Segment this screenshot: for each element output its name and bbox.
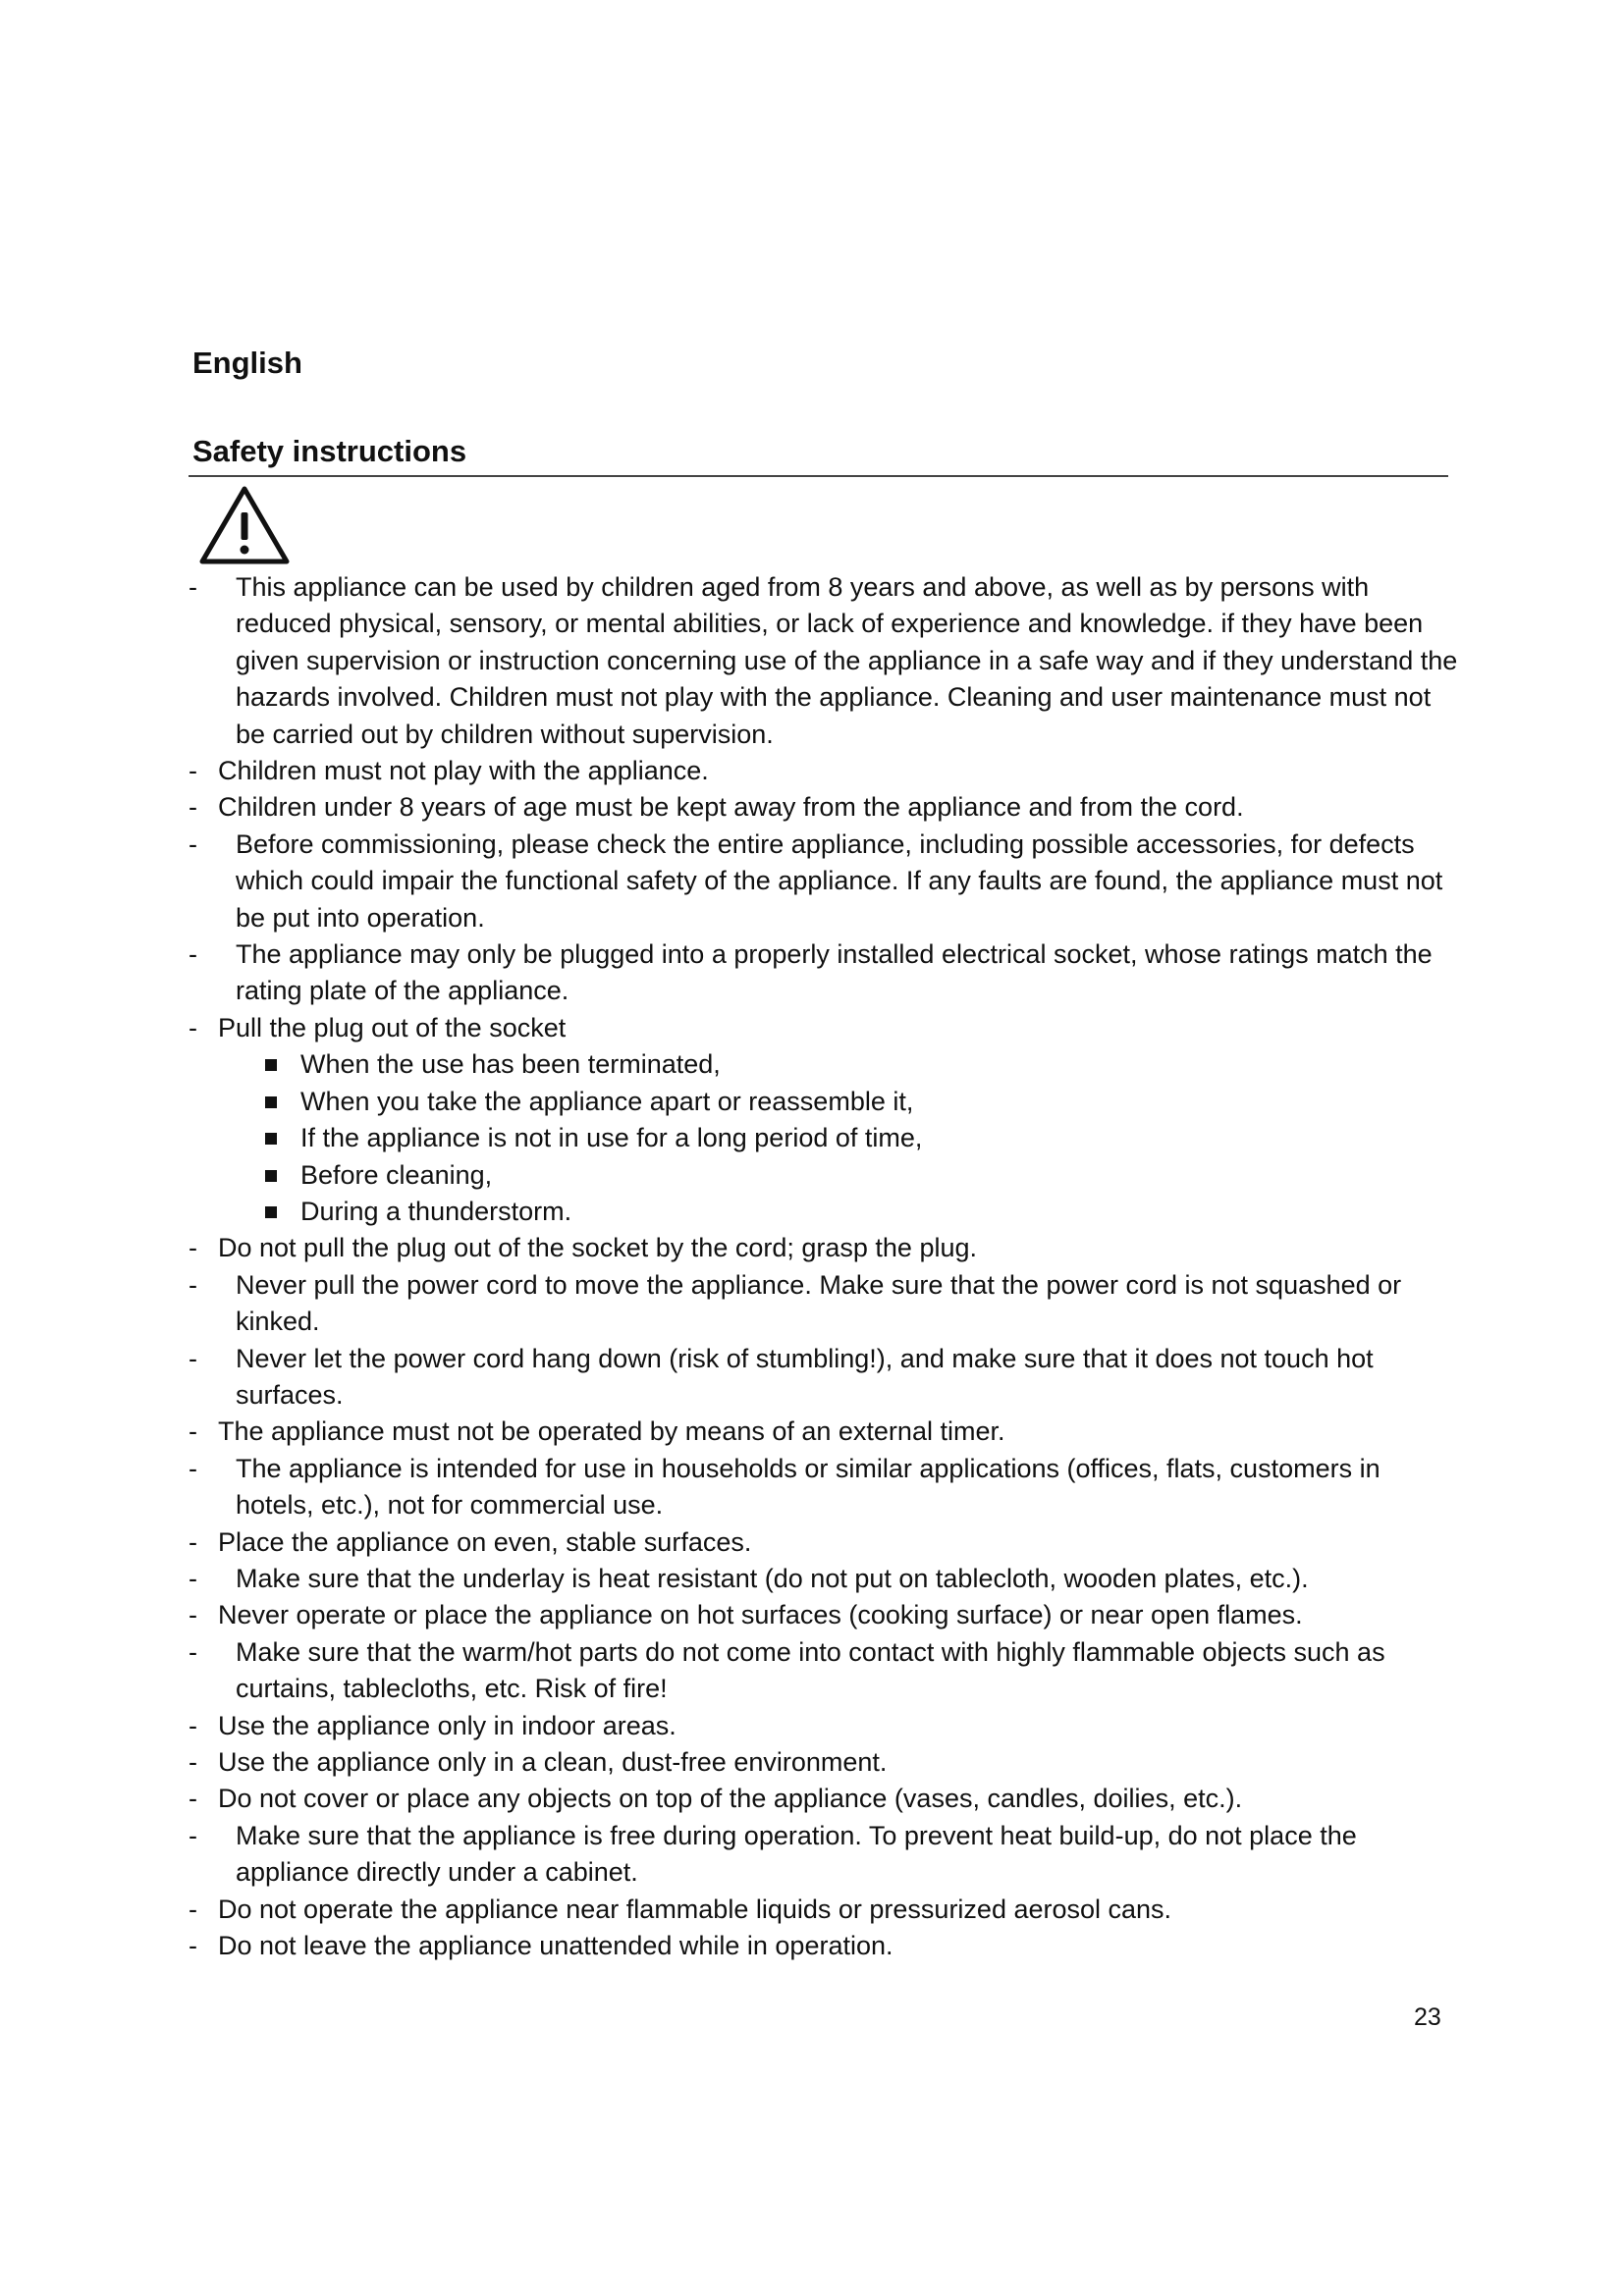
list-marker: - [189,1012,197,1042]
list-marker: - [189,1269,197,1300]
list-item-text: Children under 8 years of age must be kept away from the appliance and from the cord. [218,792,1244,823]
list-item [189,1230,1465,1266]
list-marker: - [189,1343,197,1373]
list-item [189,1451,1465,1524]
list-item-text: Place the appliance on even, stable surfaces. [218,1526,752,1557]
list-marker: - [189,1747,197,1777]
list-item-text: The appliance is intended for use in households or similar applications (offices, flats, customers in hotels, etc.), not for commercial use. [236,1453,1380,1521]
section-title: Safety instructions [192,434,467,468]
list-item [189,1634,1465,1708]
list-item-text: Pull the plug out of the socket [218,1012,567,1042]
list-item [189,1781,1465,1817]
list-marker: - [189,1931,197,1961]
sublist-item-text: Before cleaning, [300,1159,493,1190]
list-item [189,569,1465,753]
sublist-item [265,1157,1465,1194]
list-item-text: Do not operate the appliance near flammable liquids or pressurized aerosol cans. [218,1894,1172,1924]
sublist-item [265,1084,1465,1120]
list-item [189,1818,1465,1892]
sublist-item-text: When you take the appliance apart or reassemble it, [300,1086,914,1116]
list-item-text: Use the appliance only in a clean, dust-free environment. [218,1747,888,1777]
list-item-text: Use the appliance only in indoor areas. [218,1710,677,1740]
list-item-text: This appliance can be used by children aged from 8 years and above, as well as by persons with reduced physical, sensory, or mental abilities, or lack of experience and knowledge. if they have been given supervision or instruction concerning use of the appliance in a safe way and if they understand the hazards involved. Children must not play with the appliance. Cleaning and user maintenance must not be carried out by children without supervision. [236,572,1458,749]
list-item-text: Do not leave the appliance unattended while in operation. [218,1931,893,1961]
sublist-item [265,1120,1465,1156]
list-marker: - [189,572,197,602]
list-item-text: The appliance may only be plugged into a properly installed electrical socket, whose ratings match the rating plate of the appliance. [236,939,1433,1006]
list-item-text: Children must not play with the appliance. [218,756,709,786]
sublist-item-text: When the use has been terminated, [300,1049,721,1080]
list-item [189,1010,1465,1230]
list-marker: - [189,939,197,970]
list-item [189,1341,1465,1415]
list-item-text: Make sure that the underlay is heat resistant (do not put on tablecloth, wooden plates, etc.). [236,1563,1309,1593]
safety-instructions-list [189,569,1465,1964]
square-bullet-icon [265,1170,277,1182]
list-item [189,1744,1465,1781]
sublist-item-text: If the appliance is not in use for a long period of time, [300,1123,923,1153]
list-marker: - [189,1784,197,1814]
list-item-text: Make sure that the appliance is free during operation. To prevent heat build-up, do not place the appliance directly under a cabinet. [236,1820,1357,1888]
list-marker: - [189,1636,197,1667]
list-item-text: Never operate or place the appliance on hot surfaces (cooking surface) or near open flames. [218,1600,1303,1630]
sublist-item [265,1046,1465,1083]
square-bullet-icon [265,1059,277,1071]
list-item [189,1928,1465,1964]
list-item-text: Never let the power cord hang down (risk of stumbling!), and make sure that it does not touch hot surfaces. [236,1343,1374,1410]
list-item [189,1708,1465,1744]
plug-conditions-sublist [218,1046,1465,1230]
square-bullet-icon [265,1096,277,1108]
list-item [189,1892,1465,1928]
list-item [189,936,1465,1010]
sublist-item-text: During a thunderstorm. [300,1196,572,1226]
list-item [189,753,1465,789]
list-item [189,1597,1465,1633]
square-bullet-icon [265,1206,277,1218]
list-item-text: Make sure that the warm/hot parts do not come into contact with highly flammable objects such as curtains, tablecloths, etc. Risk of fire! [236,1636,1385,1704]
square-bullet-icon [265,1133,277,1145]
list-item [189,789,1465,826]
list-item [189,1267,1465,1341]
list-marker: - [189,1416,197,1447]
list-marker: - [189,756,197,786]
list-marker: - [189,792,197,823]
list-marker: - [189,1453,197,1483]
sublist-item [265,1194,1465,1230]
list-item [189,1561,1465,1597]
list-marker: - [189,828,197,859]
list-item-text: Before commissioning, please check the entire appliance, including possible accessories, for defects which could impair the functional safety of the appliance. If any faults are found, the appliance must not be put into operation. [236,828,1443,933]
list-item-text: Do not cover or place any objects on top of the appliance (vases, candles, doilies, etc.). [218,1784,1243,1814]
section-divider [189,475,1448,477]
language-heading: English [192,346,302,380]
list-marker: - [189,1600,197,1630]
page-number: 23 [1414,2003,1441,2031]
list-item-text: Do not pull the plug out of the socket by the cord; grasp the plug. [218,1233,977,1263]
list-marker: - [189,1526,197,1557]
list-item-text: The appliance must not be operated by means of an external timer. [218,1416,1005,1447]
list-marker: - [189,1820,197,1850]
list-marker: - [189,1894,197,1924]
list-item [189,1414,1465,1450]
list-marker: - [189,1710,197,1740]
list-item-text: Never pull the power cord to move the appliance. Make sure that the power cord is not squashed or kinked. [236,1269,1402,1337]
list-item [189,1524,1465,1561]
list-marker: - [189,1563,197,1593]
warning-triangle-icon [198,485,291,565]
list-marker: - [189,1233,197,1263]
list-item [189,827,1465,936]
